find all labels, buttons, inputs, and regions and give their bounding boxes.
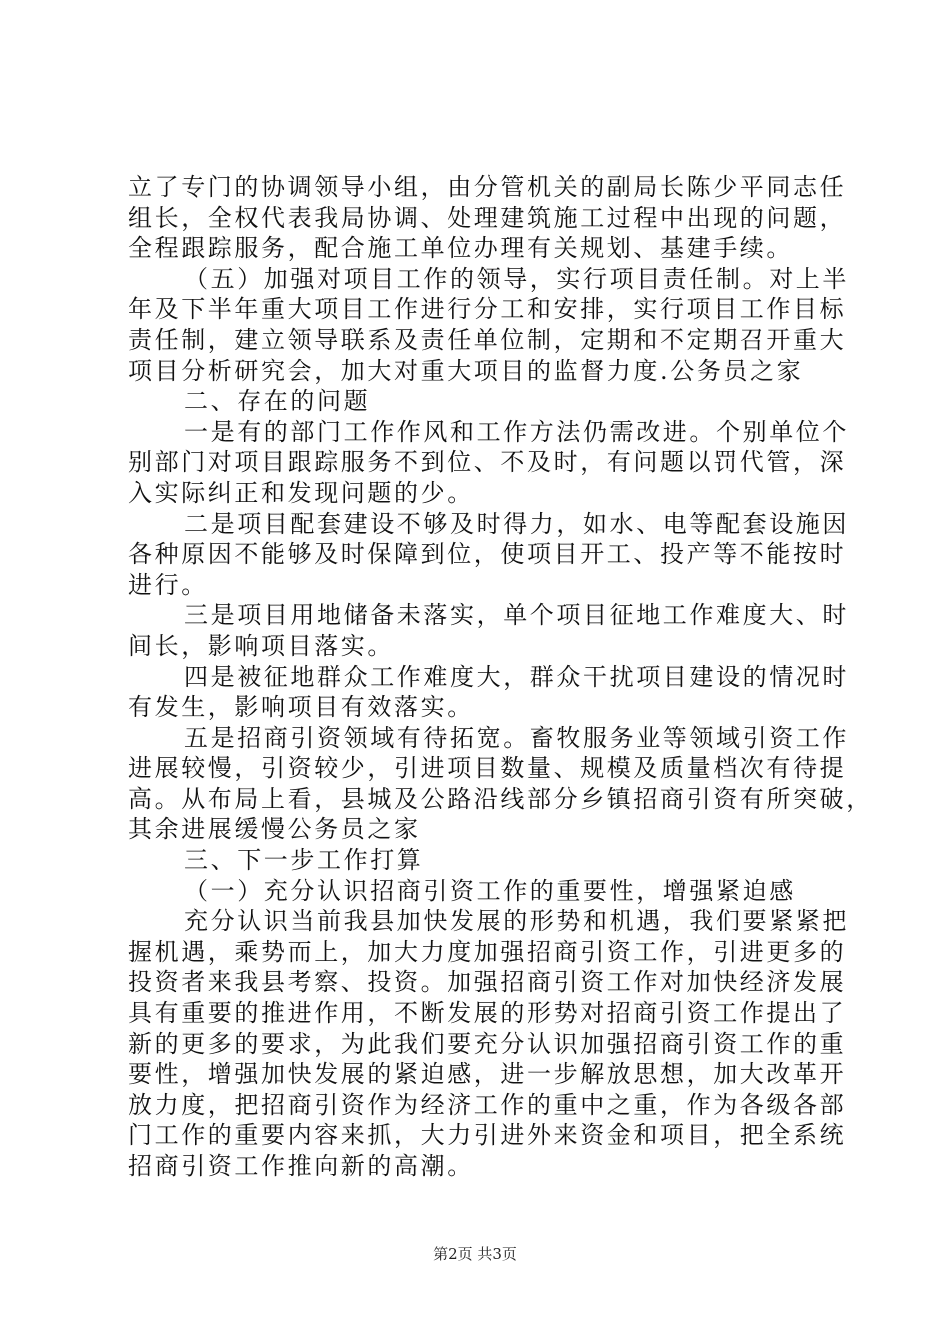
text-line: 一是有的部门工作作风和工作方法仍需改进。个别单位个 xyxy=(184,417,849,446)
text-line: 其余进展缓慢公务员之家 xyxy=(128,815,421,844)
text-line: 高。从布局上看，县城及公路沿线部分乡镇招商引资有所突破， xyxy=(128,784,873,813)
text-line: 具有重要的推进作用，不断发展的形势对招商引资工作提出了 xyxy=(128,999,847,1028)
text-line: 二、存在的问题 xyxy=(184,387,371,416)
text-line: 组长，全权代表我局协调、处理建筑施工过程中出现的问题， xyxy=(128,203,847,232)
text-line: 全程跟踪服务，配合施工单位办理有关规划、基建手续。 xyxy=(128,234,793,263)
text-line: （一）充分认识招商引资工作的重要性，增强紧迫感 xyxy=(184,876,796,905)
text-line: 年及下半年重大项目工作进行分工和安排，实行项目工作目标 xyxy=(128,295,847,324)
text-line: 三是项目用地储备未落实，单个项目征地工作难度大、时 xyxy=(184,601,849,630)
text-line: 三、下一步工作打算 xyxy=(184,846,424,875)
text-line: 招商引资工作推向新的高潮。 xyxy=(128,1152,474,1180)
text-line: 立了专门的协调领导小组，由分管机关的副局长陈少平同志任 xyxy=(128,173,847,201)
text-line: 别部门对项目跟踪服务不到位、不及时，有问题以罚代管，深 xyxy=(128,448,847,477)
text-line: （五）加强对项目工作的领导，实行项目责任制。对上半 xyxy=(184,264,849,293)
text-line: 门工作的重要内容来抓，大力引进外来资金和项目，把全系统 xyxy=(128,1121,847,1150)
text-line: 二是项目配套建设不够及时得力，如水、电等配套设施因 xyxy=(184,509,849,538)
text-line: 间长，影响项目落实。 xyxy=(128,631,394,660)
text-line: 进行。 xyxy=(128,570,208,599)
text-line: 各种原因不能够及时保障到位，使项目开工、投产等不能按时 xyxy=(128,540,847,569)
text-line: 要性，增强加快发展的紧迫感，进一步解放思想，加大改革开 xyxy=(128,1060,847,1089)
text-line: 进展较慢，引资较少，引进项目数量、规模及质量档次有待提 xyxy=(128,754,847,783)
document-body xyxy=(128,172,873,1182)
text-line: 有发生，影响项目有效落实。 xyxy=(128,693,474,722)
text-line: 责任制，建立领导联系及责任单位制，定期和不定期召开重大 xyxy=(128,325,847,354)
text-line: 四是被征地群众工作难度大，群众干扰项目建设的情况时 xyxy=(184,662,849,691)
page-footer xyxy=(0,1244,950,1264)
text-line: 放力度，把招商引资作为经济工作的重中之重，作为各级各部 xyxy=(128,1090,847,1119)
page-number-label: 第2页 共3页 xyxy=(433,1245,517,1263)
text-line: 项目分析研究会，加大对重大项目的监督力度.公务员之家 xyxy=(128,356,804,385)
text-line: 新的更多的要求，为此我们要充分认识加强招商引资工作的重 xyxy=(128,1029,847,1058)
text-line: 五是招商引资领域有待拓宽。畜牧服务业等领域引资工作 xyxy=(184,723,849,752)
text-line: 入实际纠正和发现问题的少。 xyxy=(128,478,474,507)
text-line: 充分认识当前我县加快发展的形势和机遇，我们要紧紧把 xyxy=(184,907,849,936)
text-line: 投资者来我县考察、投资。加强招商引资工作对加快经济发展 xyxy=(128,968,847,997)
text-line: 握机遇，乘势而上，加大力度加强招商引资工作，引进更多的 xyxy=(128,937,847,966)
